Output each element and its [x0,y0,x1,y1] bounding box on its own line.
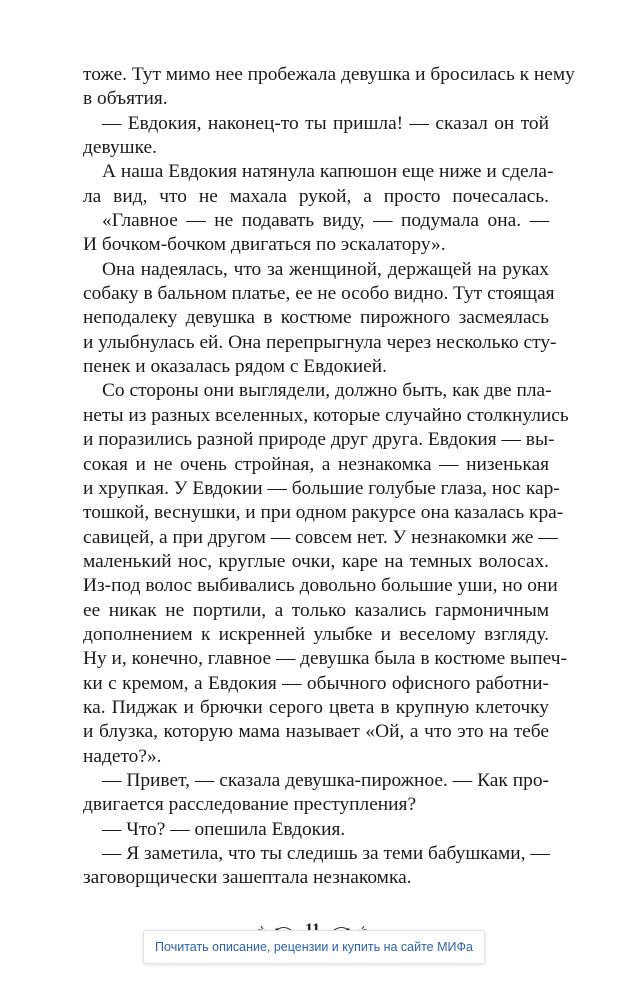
text-line: Из-под волос выбивались довольно большие уши, но они [83,575,558,597]
text-line: двигается расследование преступления? [83,794,417,816]
buy-link-text[interactable]: Почитать описание, рецензии и купить на сайте МИФа [155,940,473,954]
buy-on-mif-link[interactable] [143,930,485,964]
text-line: ки с кремом, а Евдокия — обычного офисного работни- [83,672,549,694]
text-line: неты из разных вселенных, которые случайно столкнулись [83,404,569,426]
text-line: и улыбнулась ей. Она перепрыгнула через несколько сту- [83,331,557,353]
text-line: ла вид, что не махала рукой, а просто почесалась. [83,185,549,207]
text-line: неподалеку девушка в костюме пирожного засмеялась [83,307,549,329]
body-text [83,63,575,891]
text-line: тоже. Тут мимо нее пробежала девушка и бросилась к нему [83,64,575,85]
text-line: — Привет, — сказала девушка-пирожное. — Как про- [102,769,549,791]
text-line: ка. Пиджак и брючки серого цвета в крупную клеточку [83,696,549,718]
text-line: и поразились разной природе друг друга. Евдокия — вы- [83,429,555,451]
text-line: и блузка, которую мама называет «Ой, а что это на тебе [83,721,549,743]
text-line: Она надеялась, что за женщиной, держащей на руках [102,258,549,280]
text-line: савицей, а при другом — совсем нет. У незнакомки же — [83,526,558,548]
text-line: А наша Евдокия натянула капюшон еще ниже и сдела- [102,161,554,183]
text-line: тошкой, веснушки, и при одном ракурсе она казалась кра- [83,502,564,524]
text-line: маленький нос, круглые очки, каре на темных волосах. [83,550,549,572]
text-line: собаку в бальном платье, ее не особо видно. Тут стоящая [83,283,555,305]
text-line: И бочком-бочком двигаться по эскалатору». [83,234,446,256]
text-line: Со стороны они выглядели, должно быть, как две пла- [102,380,552,402]
text-line: сокая и не очень стройная, а незнакомка — низенькая [83,453,549,475]
text-line: — Что? — опешила Евдокия. [102,818,346,840]
text-line: ее никак не портили, а только казались гармоничным [83,599,549,621]
text-line: девушке. [83,137,157,159]
text-line: надето?». [83,745,162,767]
text-line: пенек и оказалась рядом с Евдокией. [83,356,387,378]
text-line: и хрупкая. У Евдокии — большие голубые глаза, нос кар- [83,477,560,499]
text-line: в объятия. [83,88,168,110]
text-line: «Главное — не подавать виду, — подумала она. — [102,210,549,232]
text-line: дополнением к искренней улыбке и веселому взгляду. [83,623,549,645]
text-line: — Евдокия, наконец-то ты пришла! — сказал он той [102,112,549,134]
text-line: — Я заметила, что ты следишь за теми бабушками, — [102,843,550,864]
text-line: заговорщически зашептала незнакомка. [83,867,412,889]
text-line: Ну и, конечно, главное — девушка была в костюме выпеч- [83,648,567,670]
